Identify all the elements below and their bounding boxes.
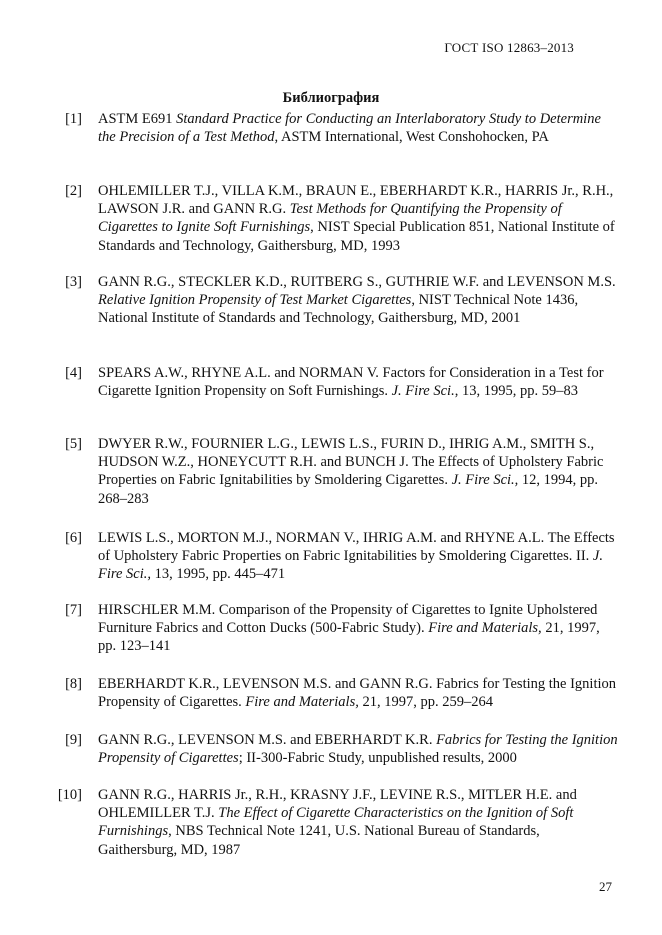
reference-number: [9] [65,732,82,748]
reference-number: [7] [65,602,82,618]
reference-text-run: GANN R.G., LEVENSON M.S. and EBERHARDT K.R. [98,732,437,748]
reference-title-italic: Standard Practice for Conducting an Interlaboratory Study to Determine the Precision of a Test Method [98,111,601,146]
reference-text-run: , 13, 1995, pp. 59–83 [454,383,578,400]
reference-text-run: , NIST Special Publication 851, National Institute of Standards and Technology, Gaithersburg, MD, 1993 [98,219,615,254]
reference-number: [5] [65,436,82,452]
reference-text [98,529,618,584]
reference-text-run: HIRSCHLER M.M. Comparison of the Propensity of Cigarettes to Ignite Upholstered Furniture Fabrics and Cotton Ducks (500-Fabric Study). [98,602,598,637]
reference-text-run: DWYER R.W., FOURNIER L.G., LEWIS L.S., FURIN D., IHRIG A.M., SMITH S., HUDSON W.Z., HONEYCUTT R.H. and BUNCH J. The Effects of Upholstery Fabric Properties on Fabric Ignitabilities by Smoldering Cigarettes. [98,436,604,489]
reference-text [98,675,618,711]
page-number: 27 [599,879,612,894]
reference-title-italic: Fire and Materials, [428,620,542,637]
reference-title-italic: J. Fire Sci., [98,548,603,583]
reference-title-italic: Fabrics for Testing the Ignition Propensity of Cigarettes [98,732,618,767]
reference-text [98,601,618,656]
reference-number: [8] [65,676,82,692]
reference-title-italic: Relative Ignition Propensity of Test Market Cigarettes [98,292,412,309]
reference-text-run: ASTM E691 [98,111,177,127]
reference-text-run: , ASTM International, West Conshohocken, PA [274,129,549,146]
reference-number: [6] [65,530,82,546]
reference-text-run: GANN R.G., HARRIS Jr., R.H., KRASNY J.F., LEVINE R.S., MITLER H.E. and OHLEMILLER T.J. [98,787,577,822]
document-standard-header: ГОСТ ISO 12863–2013 [444,40,574,55]
reference-text [98,273,618,328]
reference-number: [1] [65,111,82,127]
reference-text [98,364,618,400]
reference-text-run: , NIST Technical Note 1436, National Institute of Standards and Technology, Gaithersburg, MD, 2001 [98,292,579,327]
reference-title-italic: Fire and Materials, [245,694,359,711]
reference-text-run: GANN R.G., STECKLER K.D., RUITBERG S., GUTHRIE W.F. and LEVENSON M.S. [98,274,616,290]
reference-title-italic: J. Fire Sci., [451,472,519,489]
reference-title-italic: The Effect of Cigarette Characteristics on the Ignition of Soft Furnishings [98,805,574,840]
reference-text-run: LEWIS L.S., MORTON M.J., NORMAN V., IHRIG A.M. and RHYNE A.L. The Effects of Upholstery Fabric Properties on Fabric Ignitabilities by Smoldering Cigarettes. II. [98,530,615,565]
reference-text-run: SPEARS A.W., RHYNE A.L. and NORMAN V. Factors for Consideration in a Test for Cigarette Ignition Propensity on Soft Furnishings. [98,365,604,400]
reference-text [98,731,618,767]
reference-text [98,786,618,859]
reference-text-run: 13, 1995, pp. 445–471 [151,566,286,583]
reference-number: [10] [57,787,82,803]
reference-text [98,182,618,255]
reference-text-run: , NBS Technical Note 1241, U.S. National Bureau of Standards, Gaithersburg, MD, 1987 [98,823,540,858]
reference-text-run: 12, 1994, pp. 268–283 [98,472,599,507]
bibliography-title: Библиография [282,90,380,106]
reference-text-run: OHLEMILLER T.J., VILLA K.M., BRAUN E., EBERHARDT K.R., HARRIS Jr., R.H., LAWSON J.R. and GANN R.G. [98,183,614,218]
reference-number: [4] [65,365,82,381]
reference-text [98,435,618,508]
reference-title-italic: J. Fire Sci. [391,383,455,400]
reference-text-run: ; II-300-Fabric Study, unpublished results, 2000 [238,750,517,767]
reference-text-run: 21, 1997, pp. 123–141 [98,620,600,655]
reference-text [98,110,618,146]
reference-title-italic: Test Methods for Quantifying the Propensity of Cigarettes to Ignite Soft Furnishings [98,201,562,236]
reference-text-run: 21, 1997, pp. 259–264 [358,694,493,711]
reference-number: [2] [65,183,82,199]
reference-number: [3] [65,274,82,290]
reference-text-run: EBERHARDT K.R., LEVENSON M.S. and GANN R.G. Fabrics for Testing the Ignition Propensity of Cigarettes. [98,676,617,711]
